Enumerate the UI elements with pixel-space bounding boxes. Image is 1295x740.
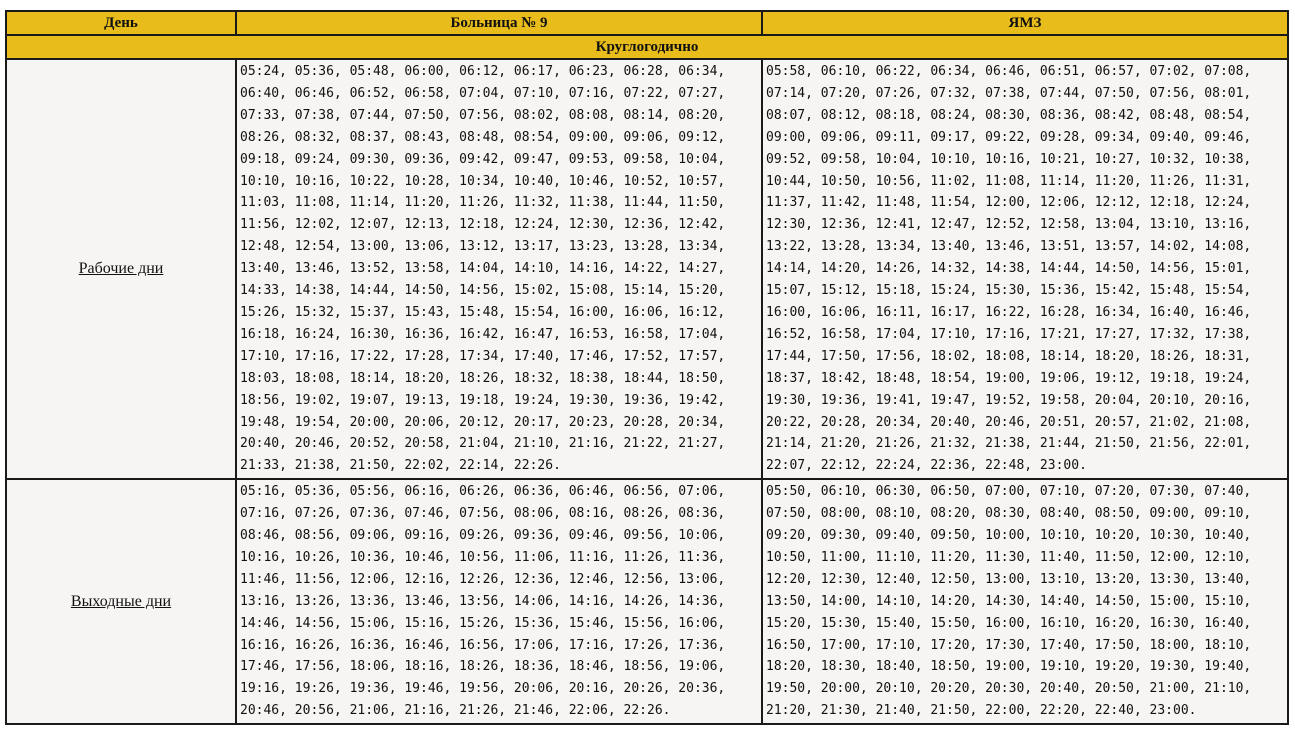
times-cell-route-b	[762, 59, 1288, 479]
season-row	[6, 35, 1288, 59]
day-link-weekends[interactable]: Выходные дни	[70, 592, 172, 610]
times-cell-route-a	[236, 479, 762, 724]
column-header-route-a: Больница № 9	[236, 11, 762, 35]
times-list: 05:58, 06:10, 06:22, 06:34, 06:46, 06:51, 06:57, 07:02, 07:08, 07:14, 07:20, 07:26, 07:32, 07:38, 07:44, 07:50, 07:56, 08:01, 08:07, 08:12, 08:18, 08:24, 08:30, 08:36, 08:42, 08:48, 08:54, 09:00, 09:06, 09:11, 09:17, 09:22, 09:28, 09:34, 09:40, 09:46, 09:52, 09:58, 10:04, 10:10, 10:16, 10:21, 10:27, 10:32, 10:38, 10:44, 10:50, 10:56, 11:02, 11:08, 11:14, 11:20, 11:26, 11:31, 11:37, 11:42, 11:48, 11:54, 12:00, 12:06, 12:12, 12:18, 12:24, 12:30, 12:36, 12:41, 12:47, 12:52, 12:58, 13:04, 13:10, 13:16, 13:22, 13:28, 13:34, 13:40, 13:46, 13:51, 13:57, 14:02, 14:08, 14:14, 14:20, 14:26, 14:32, 14:38, 14:44, 14:50, 14:56, 15:01, 15:07, 15:12, 15:18, 15:24, 15:30, 15:36, 15:42, 15:48, 15:54, 16:00, 16:06, 16:11, 16:17, 16:22, 16:28, 16:34, 16:40, 16:46, 16:52, 16:58, 17:04, 17:10, 17:16, 17:21, 17:27, 17:32, 17:38, 17:44, 17:50, 17:56, 18:02, 18:08, 18:14, 18:20, 18:26, 18:31, 18:37, 18:42, 18:48, 18:54, 19:00, 19:06, 19:12, 19:18, 19:24, 19:30, 19:36, 19:41, 19:47, 19:52, 19:58, 20:04, 20:10, 20:16, 20:22, 20:28, 20:34, 20:40, 20:46, 20:51, 20:57, 21:02, 21:08, 21:14, 21:20, 21:26, 21:32, 21:38, 21:44, 21:50, 21:56, 22:01, 22:07, 22:12, 22:24, 22:36, 22:48, 23:00.	[766, 64, 1252, 474]
day-cell	[6, 479, 236, 724]
times-cell-route-a	[236, 59, 762, 479]
table-row	[6, 479, 1288, 724]
column-header-day: День	[6, 11, 236, 35]
season-label: Круглогодично	[6, 35, 1288, 59]
times-list: 05:50, 06:10, 06:30, 06:50, 07:00, 07:10, 07:20, 07:30, 07:40, 07:50, 08:00, 08:10, 08:20, 08:30, 08:40, 08:50, 09:00, 09:10, 09:20, 09:30, 09:40, 09:50, 10:00, 10:10, 10:20, 10:30, 10:40, 10:50, 11:00, 11:10, 11:20, 11:30, 11:40, 11:50, 12:00, 12:10, 12:20, 12:30, 12:40, 12:50, 13:00, 13:10, 13:20, 13:30, 13:40, 13:50, 14:00, 14:10, 14:20, 14:30, 14:40, 14:50, 15:00, 15:10, 15:20, 15:30, 15:40, 15:50, 16:00, 16:10, 16:20, 16:30, 16:40, 16:50, 17:00, 17:10, 17:20, 17:30, 17:40, 17:50, 18:00, 18:10, 18:20, 18:30, 18:40, 18:50, 19:00, 19:10, 19:20, 19:30, 19:40, 19:50, 20:00, 20:10, 20:20, 20:30, 20:40, 20:50, 21:00, 21:10, 21:20, 21:30, 21:40, 21:50, 22:00, 22:20, 22:40, 23:00.	[766, 484, 1252, 719]
day-link-weekdays[interactable]: Рабочие дни	[78, 260, 164, 278]
header-row	[6, 11, 1288, 35]
table-row	[6, 59, 1288, 479]
times-list: 05:24, 05:36, 05:48, 06:00, 06:12, 06:17, 06:23, 06:28, 06:34, 06:40, 06:46, 06:52, 06:58, 07:04, 07:10, 07:16, 07:22, 07:27, 07:33, 07:38, 07:44, 07:50, 07:56, 08:02, 08:08, 08:14, 08:20, 08:26, 08:32, 08:37, 08:43, 08:48, 08:54, 09:00, 09:06, 09:12, 09:18, 09:24, 09:30, 09:36, 09:42, 09:47, 09:53, 09:58, 10:04, 10:10, 10:16, 10:22, 10:28, 10:34, 10:40, 10:46, 10:52, 10:57, 11:03, 11:08, 11:14, 11:20, 11:26, 11:32, 11:38, 11:44, 11:50, 11:56, 12:02, 12:07, 12:13, 12:18, 12:24, 12:30, 12:36, 12:42, 12:48, 12:54, 13:00, 13:06, 13:12, 13:17, 13:23, 13:28, 13:34, 13:40, 13:46, 13:52, 13:58, 14:04, 14:10, 14:16, 14:22, 14:27, 14:33, 14:38, 14:44, 14:50, 14:56, 15:02, 15:08, 15:14, 15:20, 15:26, 15:32, 15:37, 15:43, 15:48, 15:54, 16:00, 16:06, 16:12, 16:18, 16:24, 16:30, 16:36, 16:42, 16:47, 16:53, 16:58, 17:04, 17:10, 17:16, 17:22, 17:28, 17:34, 17:40, 17:46, 17:52, 17:57, 18:03, 18:08, 18:14, 18:20, 18:26, 18:32, 18:38, 18:44, 18:50, 18:56, 19:02, 19:07, 19:13, 19:18, 19:24, 19:30, 19:36, 19:42, 19:48, 19:54, 20:00, 20:06, 20:12, 20:17, 20:23, 20:28, 20:34, 20:40, 20:46, 20:52, 20:58, 21:04, 21:10, 21:16, 21:22, 21:27, 21:33, 21:38, 21:50, 22:02, 22:14, 22:26.	[240, 64, 726, 474]
times-cell-route-b	[762, 479, 1288, 724]
times-list: 05:16, 05:36, 05:56, 06:16, 06:26, 06:36, 06:46, 06:56, 07:06, 07:16, 07:26, 07:36, 07:46, 07:56, 08:06, 08:16, 08:26, 08:36, 08:46, 08:56, 09:06, 09:16, 09:26, 09:36, 09:46, 09:56, 10:06, 10:16, 10:26, 10:36, 10:46, 10:56, 11:06, 11:16, 11:26, 11:36, 11:46, 11:56, 12:06, 12:16, 12:26, 12:36, 12:46, 12:56, 13:06, 13:16, 13:26, 13:36, 13:46, 13:56, 14:06, 14:16, 14:26, 14:36, 14:46, 14:56, 15:06, 15:16, 15:26, 15:36, 15:46, 15:56, 16:06, 16:16, 16:26, 16:36, 16:46, 16:56, 17:06, 17:16, 17:26, 17:36, 17:46, 17:56, 18:06, 18:16, 18:26, 18:36, 18:46, 18:56, 19:06, 19:16, 19:26, 19:36, 19:46, 19:56, 20:06, 20:16, 20:26, 20:36, 20:46, 20:56, 21:06, 21:16, 21:26, 21:46, 22:06, 22:26.	[240, 484, 726, 719]
day-cell	[6, 59, 236, 479]
schedule-table	[5, 10, 1289, 725]
column-header-route-b: ЯМЗ	[762, 11, 1288, 35]
